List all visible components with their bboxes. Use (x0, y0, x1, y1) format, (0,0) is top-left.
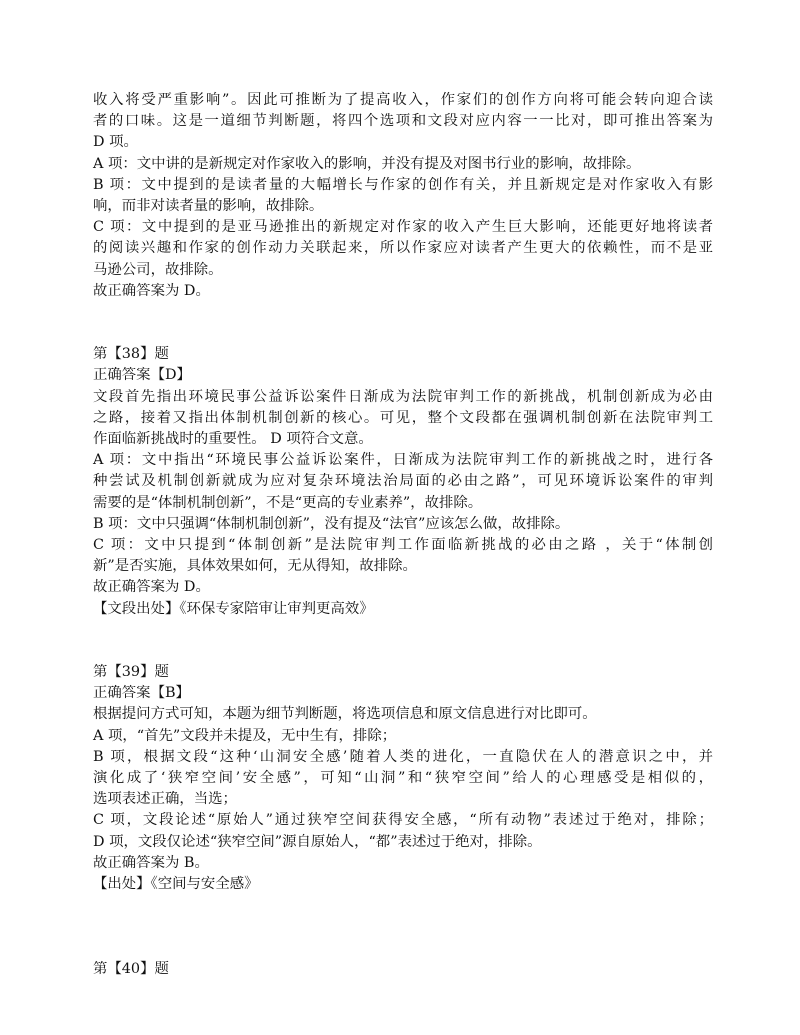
option-b-analysis: B 项：文中只强调“体制机制创新”，没有提及“法官”应该怎么做，故排除。 (93, 515, 570, 532)
option-a-analysis: A 项：文中指出“环境民事公益诉讼案件，日渐成为法院审判工作的新挑战之时，进行各 (93, 452, 713, 469)
source-citation: 【文段出处】《环保专家陪审让审判更高效》 (93, 600, 374, 617)
explanation-line: 作面临新挑战时的重要性。 D 项符合文意。 (93, 431, 373, 448)
option-a-analysis-cont: 种尝试及机制创新就成为应对复杂环境法治局面的必由之路”，可见环境诉讼案件的审判 (93, 473, 713, 490)
question-title: 第【39】题 (93, 664, 169, 681)
spacer (93, 620, 713, 662)
option-b-analysis-cont: 响，而非对读者量的影响，故排除。 (93, 197, 324, 214)
explanation-line: D 项。 (93, 134, 138, 151)
option-b-analysis: B 项：文中提到的是读者量的大幅增长与作家的创作有关，并且新规定是对作家收入有影 (93, 176, 713, 193)
document-page (93, 90, 713, 980)
option-c-analysis: C 项：文中提到的是亚马逊推出的新规定对作家的收入产生巨大影响，还能更好地将读者 (93, 219, 713, 236)
final-answer: 故正确答案为 D。 (93, 282, 210, 299)
option-a-analysis: A 项：文中讲的是新规定对作家收入的影响，并没有提及对图书行业的影响，故排除。 (93, 155, 641, 172)
explanation-line: 收入将受严重影响”。因此可推断为了提高收入，作家们的创作方向将可能会转向迎合读 (93, 92, 713, 108)
spacer (93, 938, 713, 959)
explanation-line: 文段首先指出环境民事公益诉讼案件日渐成为法院审判工作的新挑战，机制创新成为必由 (93, 388, 713, 405)
option-c-analysis: C 项：文中只提到“体制创新”是法院审判工作面临新挑战的必由之路 ，关于“体制创 (93, 536, 713, 553)
option-b-analysis-cont: 选项表述正确，当选； (93, 791, 237, 808)
option-c-analysis-cont: 新”是否实施，具体效果如何，无从得知，故排除。 (93, 558, 417, 575)
option-b-analysis: B 项，根据文段“这种‘山洞安全感’随着人类的进化，一直隐伏在人的潜意识之中，并 (93, 748, 713, 765)
spacer (93, 302, 713, 344)
option-a-analysis: A 项，“首先”文段并未提及，无中生有，排除； (93, 727, 397, 744)
source-citation: 【出处】《空间与安全感》 (93, 875, 259, 892)
question-title: 第【40】题 (93, 960, 169, 977)
explanation-line: 者的口味。这是一道细节判断题，将四个选项和文段对应内容一一比对，即可推出答案为 (93, 113, 713, 130)
option-c-analysis-cont: 的阅读兴趣和作家的创作动力关联起来，所以作家应对读者产生更大的依赖性，而不是亚 (93, 240, 713, 257)
option-c-analysis-cont: 马逊公司，故排除。 (93, 261, 223, 278)
correct-answer: 正确答案【B】 (93, 685, 190, 702)
option-c-analysis: C 项，文段论述“原始人”通过狭窄空间获得安全感，“所有动物”表述过于绝对，排除； (93, 812, 713, 829)
final-answer: 故正确答案为 D。 (93, 579, 210, 596)
final-answer: 故正确答案为 B。 (93, 854, 209, 871)
option-d-analysis: D 项，文段仅论述“狭窄空间”源自原始人，“都”表述过于绝对，排除。 (93, 833, 542, 850)
question-38 (93, 344, 713, 619)
option-a-analysis-cont: 需要的是“体制机制创新”，不是“更高的专业素养”，故排除。 (93, 494, 483, 511)
question-40 (93, 959, 713, 980)
option-b-analysis-cont: 演化成了‘狭窄空间’安全感”，可知“山洞”和“狭窄空间”给人的心理感受是相似的， (93, 770, 713, 787)
explanation-line: 之路，接着又指出体制机制创新的核心。可见，整个文段都在强调机制创新在法院审判工 (93, 409, 713, 426)
explanation-line: 根据提问方式可知，本题为细节判断题，将选项信息和原文信息进行对比即可。 (93, 706, 597, 723)
spacer (93, 895, 713, 937)
question-39 (93, 662, 713, 895)
question-37-explanation (93, 90, 713, 302)
question-title: 第【38】题 (93, 346, 169, 363)
correct-answer: 正确答案【D】 (93, 367, 191, 384)
